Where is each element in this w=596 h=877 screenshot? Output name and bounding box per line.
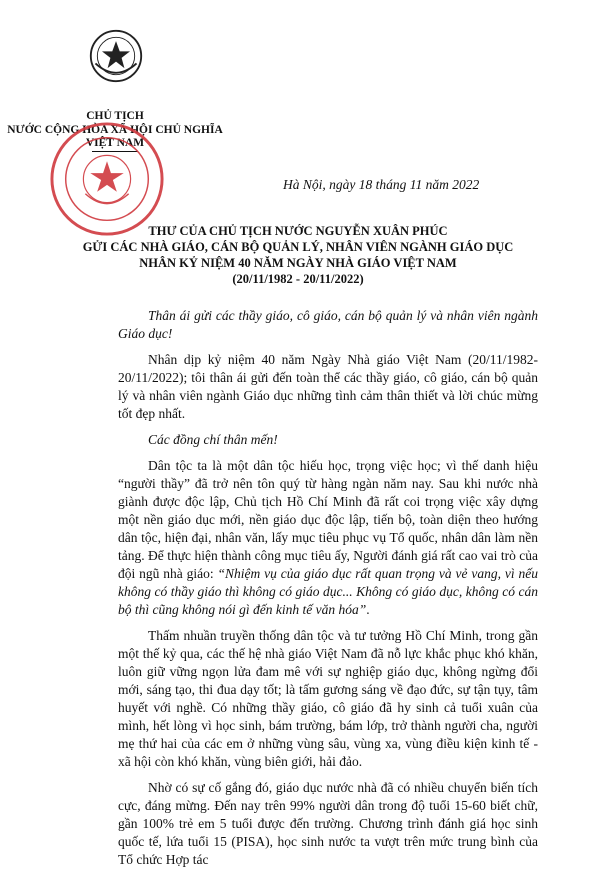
paragraph-3: Thấm nhuần truyền thống dân tộc và tư tưởng Hồ Chí Minh, trong gần một thế kỷ qua, các thế hệ nhà giáo Việt Nam đã nỗ lực khắc phục khó khăn, luôn giữ vững ngọn lửa đam mê với sự nghiệp giáo dục, không ngừng đổi mới, sáng tạo, thi đua dạy tốt; là tấm gương sáng về đạo đức, sự tận tụy, tâm huyết với nghề. Có những thầy giáo, cô giáo đã hy sinh cả tuổi xuân của mình, hết lòng vì học sinh, bám trường, bám lớp, trở thành người cha, người mẹ thứ hai của các em ở những vùng sâu, vùng xa, vùng điều kiện kinh tế - xã hội còn khó khăn, vùng biên giới, hải đảo. xyxy=(118,628,538,769)
letter-body xyxy=(118,307,538,877)
paragraph-2-end: . xyxy=(366,602,370,617)
letter-title-line3: NHÂN KỶ NIỆM 40 NĂM NGÀY NHÀ GIÁO VIỆT NAM xyxy=(139,256,457,270)
letter-title-line2: GỬI CÁC NHÀ GIÁO, CÁN BỘ QUẢN LÝ, NHÂN VIÊN NGÀNH GIÁO DỤC xyxy=(82,240,514,254)
salutation: Thân ái gửi các thầy giáo, cô giáo, cán bộ quản lý và nhân viên ngành Giáo dục! xyxy=(118,308,538,341)
letter-title-line4: (20/11/1982 - 20/11/2022) xyxy=(232,272,364,286)
paragraph-2-text: Dân tộc ta là một dân tộc hiếu học, trọng việc học; vì thế danh hiệu “người thầy” đã trở nên tôn quý từ hàng ngàn năm nay. Sau khi nước nhà giành được độc lập, Chủ tịch Hồ Chí Minh đã rất coi trọng việc xây dựng một nền giáo dục mới, nền giáo dục độc lập, tiến bộ, toàn diện theo hướng dân tộc, hiện đại, nhân văn, lấy mục tiêu phục vụ Tổ quốc, nhân dân làm nền tảng. Để thực hiện thành công mục tiêu ấy, Người đánh giá rất cao vai trò của đội ngũ nhà giáo: xyxy=(118,458,538,581)
national-emblem-icon xyxy=(88,28,144,84)
red-seal-stamp-icon xyxy=(48,120,166,238)
paragraph-1: Nhân dịp kỷ niệm 40 năm Ngày Nhà giáo Việt Nam (20/11/1982-20/11/2022); tôi thân ái gửi đến toàn thể các thầy giáo, cô giáo, cán bộ quản lý và nhân viên ngành Giáo dục những tình cảm thân thiết và lời chúc mừng tốt đẹp nhất. xyxy=(118,352,538,421)
header-country-line1: NƯỚC CỘNG HÒA XÃ HỘI CHỦ NGHĨA xyxy=(7,124,223,136)
date-line: Hà Nội, ngày 18 tháng 11 năm 2022 xyxy=(283,177,480,192)
header-country-line2: VIỆT NAM xyxy=(85,137,145,149)
paragraph-2 xyxy=(118,457,538,619)
paragraph-4: Nhờ có sự cố gắng đó, giáo dục nước nhà đã có nhiều chuyển biến tích cực, đáng mừng. Đến nay trên 99% người dân trong độ tuổi 15-60 biết chữ, gần 100% trẻ em 5 tuổi được đến trường. Chương trình đánh giá học sinh quốc tế, lứa tuổi 15 (PISA), học sinh nước ta vượt trên mức trung bình của Tổ chức Hợp tác xyxy=(118,780,538,867)
greeting: Các đồng chí thân mến! xyxy=(148,432,278,447)
header-title: CHỦ TỊCH xyxy=(86,110,144,122)
paragraph-2-quote: “Nhiệm vụ của giáo dục rất quan trọng và vẻ vang, vì nếu không có thầy giáo thì không có giáo dục... Không có giáo dục, không có cán bộ thì cũng không nói gì đến kinh tế văn hóa” xyxy=(118,566,538,617)
letter-title-line1: THƯ CỦA CHỦ TỊCH NƯỚC NGUYỄN XUÂN PHÚC xyxy=(148,224,448,238)
